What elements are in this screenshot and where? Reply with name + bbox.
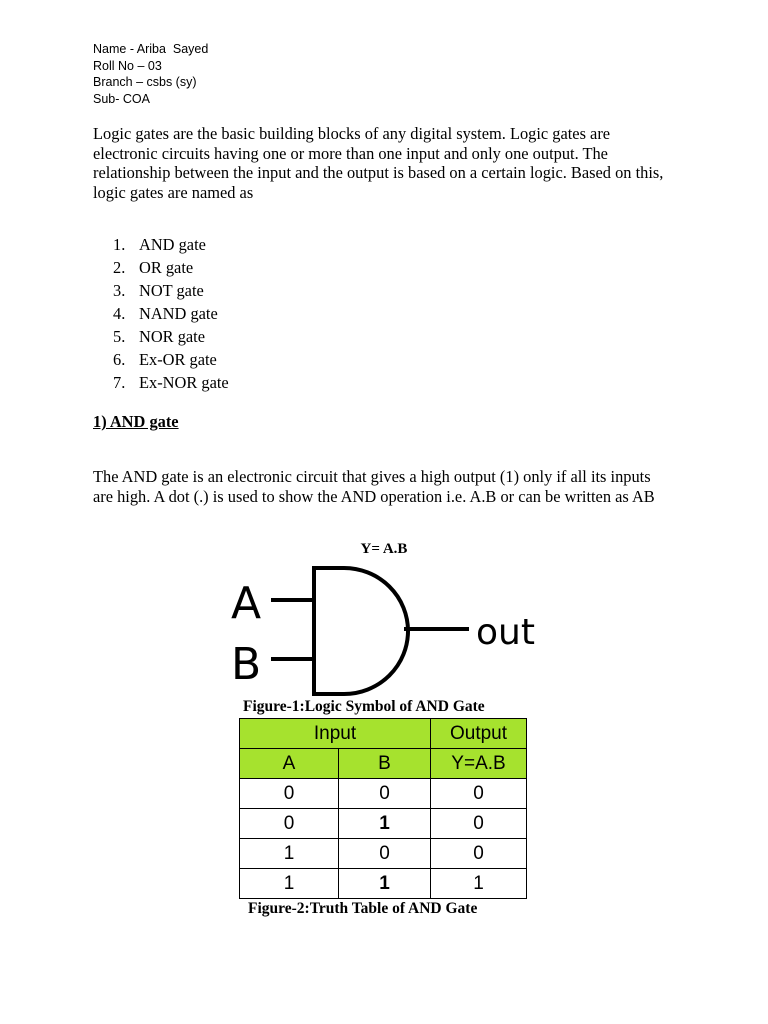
column-a-header: A xyxy=(240,749,339,779)
table-cell: 1 xyxy=(240,869,339,899)
list-item: 3. NOT gate xyxy=(113,281,204,300)
table-cell: 0 xyxy=(431,779,527,809)
output-label: out xyxy=(476,612,535,653)
table-cell: 0 xyxy=(339,779,431,809)
and-gate-body xyxy=(314,568,408,694)
list-item: 6. Ex-OR gate xyxy=(113,350,217,369)
boolean-equation: Y= A.B xyxy=(360,541,408,557)
and-gate-description: The AND gate is an electronic circuit that gives a high output (1) only if all its inputs are high. A dot (.) is used to show the AND operation i.e. A.B or can be written as AB xyxy=(93,467,655,506)
intro-paragraph: Logic gates are the basic building blocks of any digital system. Logic gates are electronic circuits having one or more than one input and only one output. The relationship between the input and the output is based on a certain logic. Based on this, logic gates are named as xyxy=(93,124,664,202)
and-gate-symbol xyxy=(225,558,545,698)
list-item: 7. Ex-NOR gate xyxy=(113,373,229,392)
table-cell: 0 xyxy=(240,809,339,839)
output-group-header: Output xyxy=(431,719,527,749)
truth-table xyxy=(239,718,527,899)
table-row xyxy=(240,869,527,899)
branch: Branch – csbs (sy) xyxy=(93,75,197,89)
table-cell: 1 xyxy=(431,869,527,899)
subject: Sub- COA xyxy=(93,91,150,106)
table-row xyxy=(240,809,527,839)
table-cell: 0 xyxy=(431,809,527,839)
table-row xyxy=(240,779,527,809)
gate-list xyxy=(113,235,229,396)
input-group-header: Input xyxy=(240,719,431,749)
column-b-header: B xyxy=(339,749,431,779)
figure-2-caption: Figure-2:Truth Table of AND Gate xyxy=(248,900,478,917)
table-cell: 1 xyxy=(339,809,431,839)
student-name: Name - Ariba Sayed xyxy=(93,42,209,56)
table-cell: 1 xyxy=(339,869,431,899)
list-item: 5. NOR gate xyxy=(113,327,206,346)
table-row xyxy=(240,839,527,869)
list-item: 4. NAND gate xyxy=(113,304,218,323)
list-item: 2. OR gate xyxy=(113,258,194,277)
roll-number: Roll No – 03 xyxy=(93,58,162,73)
table-cell: 0 xyxy=(240,779,339,809)
table-cell: 0 xyxy=(431,839,527,869)
input-b-label: B xyxy=(231,639,262,690)
column-y-header: Y=A.B xyxy=(431,749,527,779)
input-a-label: A xyxy=(231,578,262,629)
section-heading: 1) AND gate xyxy=(93,412,179,431)
list-item: 1. AND gate xyxy=(113,235,206,254)
table-cell: 0 xyxy=(339,839,431,869)
column-header-row xyxy=(240,749,527,779)
figure-1-caption: Figure-1:Logic Symbol of AND Gate xyxy=(243,698,485,715)
table-cell: 1 xyxy=(240,839,339,869)
group-header-row xyxy=(240,719,527,749)
student-info xyxy=(93,41,208,107)
